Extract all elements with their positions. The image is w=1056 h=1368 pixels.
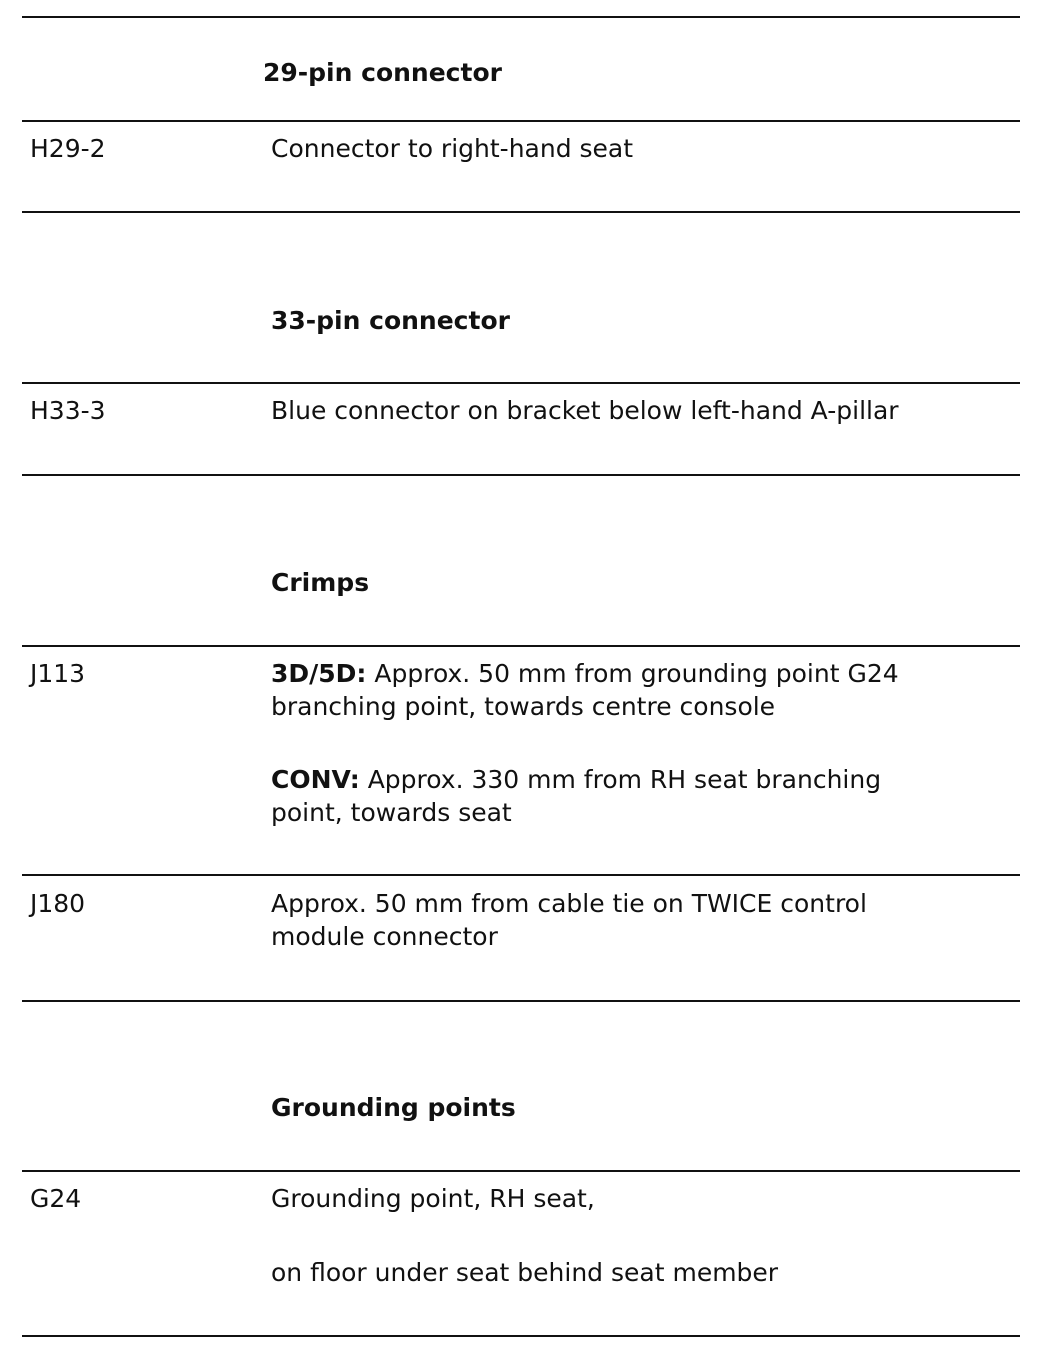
table-rule — [22, 1000, 1020, 1002]
variant-label: 3D/5D: — [271, 659, 367, 688]
row-code: G24 — [30, 1184, 82, 1213]
table-rule — [22, 382, 1020, 384]
row-code: J113 — [30, 659, 86, 688]
section-heading: Crimps — [271, 568, 370, 597]
variant-text: Approx. 50 mm from grounding point G24 — [374, 659, 899, 688]
row-description: Connector to right-hand seat — [271, 134, 634, 163]
section-heading: 29-pin connector — [263, 58, 502, 87]
row-code: H33-3 — [30, 396, 106, 425]
row-code: H29-2 — [30, 134, 106, 163]
table-rule — [22, 120, 1020, 122]
table-rule — [22, 211, 1020, 213]
row-description: Blue connector on bracket below left-hand A-pillar — [271, 396, 899, 425]
row-code: J180 — [30, 889, 86, 918]
table-rule — [22, 474, 1020, 476]
table-rule — [22, 1170, 1020, 1172]
variant-line: branching point, towards centre console — [271, 692, 776, 721]
variant-label: CONV: — [271, 765, 360, 794]
row-description: Grounding point, RH seat, — [271, 1184, 595, 1213]
table-rule — [22, 874, 1020, 876]
table-rule-top — [22, 16, 1020, 18]
table-rule — [22, 645, 1020, 647]
variant-line — [271, 763, 881, 796]
row-description: Approx. 50 mm from cable tie on TWICE control — [271, 889, 867, 918]
section-heading: 33-pin connector — [271, 306, 510, 335]
variant-text: Approx. 330 mm from RH seat branching — [367, 765, 882, 794]
variant-line — [271, 657, 899, 690]
section-heading: Grounding points — [271, 1093, 516, 1122]
table-rule-bottom — [22, 1335, 1020, 1337]
variant-line: point, towards seat — [271, 798, 512, 827]
row-description: on floor under seat behind seat member — [271, 1258, 779, 1287]
row-description: module connector — [271, 922, 498, 951]
